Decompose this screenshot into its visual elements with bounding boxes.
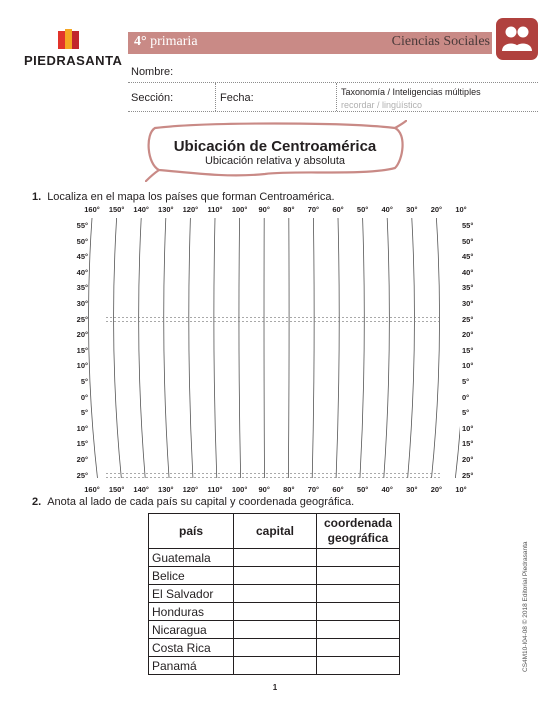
- side-code: CS4M10-I04-08 © 2018 Editorial Piedrasanta: [522, 541, 529, 672]
- group-people-icon: [496, 18, 538, 60]
- latitude-label: 30°: [462, 299, 474, 308]
- coordinate-grid[interactable]: [88, 214, 460, 482]
- meridian-line: [189, 218, 193, 478]
- header-pais: país: [149, 514, 234, 549]
- country-cell: Guatemala: [149, 549, 234, 567]
- longitude-label: 30°: [406, 205, 418, 214]
- longitude-label: 140°: [133, 485, 149, 494]
- latitude-label: 45°: [76, 252, 88, 262]
- latitude-label: 0°: [80, 392, 88, 402]
- latitude-label: 0°: [462, 392, 470, 402]
- longitude-label: 110°: [207, 485, 223, 494]
- table-row: [149, 621, 400, 639]
- table-row: [149, 639, 400, 657]
- seccion-line[interactable]: [128, 111, 538, 112]
- nombre-label: Nombre:: [131, 66, 174, 78]
- latitude-label: 5°: [80, 408, 88, 418]
- longitude-label: 150°: [108, 205, 125, 214]
- longitude-label: 80°: [283, 485, 295, 494]
- page-subtitle: Ubicación relativa y absoluta: [204, 155, 346, 167]
- capitals-table: [148, 513, 400, 675]
- coordinate-cell[interactable]: [317, 549, 400, 567]
- latitude-label: 15°: [76, 439, 88, 449]
- question-1: 1. Localiza en el mapa los países que forman Centroamérica.: [32, 191, 335, 203]
- longitude-label: 70°: [307, 205, 320, 214]
- coordinate-cell[interactable]: [317, 657, 400, 675]
- latitude-label: 15°: [462, 345, 474, 355]
- latitude-label: 5°: [80, 377, 88, 386]
- coordinate-cell[interactable]: [317, 603, 400, 621]
- meridian-line: [114, 218, 122, 478]
- meridian-line: [432, 218, 440, 478]
- longitude-label: 40°: [381, 205, 393, 214]
- fecha-label: Fecha:: [220, 92, 254, 104]
- coordinate-cell[interactable]: [317, 567, 400, 585]
- latitude-label: 5°: [462, 377, 470, 386]
- latitude-label: 40°: [462, 267, 474, 277]
- longitude-label: 160°: [84, 485, 100, 494]
- divider: [215, 83, 216, 111]
- latitude-label: 20°: [76, 455, 88, 464]
- latitude-label: 15°: [76, 345, 88, 355]
- meridian-line: [360, 218, 364, 478]
- longitude-label: 130°: [158, 205, 174, 214]
- longitude-label: 130°: [158, 485, 174, 494]
- latitude-label: 10°: [76, 423, 88, 433]
- longitude-label: 50°: [356, 485, 369, 494]
- meridian-line: [89, 218, 98, 478]
- country-cell: Costa Rica: [149, 639, 234, 657]
- capital-cell[interactable]: [234, 567, 317, 585]
- latitude-label: 25°: [76, 470, 88, 480]
- brand-name: PIEDRASANTA: [24, 53, 123, 68]
- latitude-label: 35°: [462, 283, 474, 293]
- country-cell: El Salvador: [149, 585, 234, 603]
- longitude-label: 90°: [258, 205, 270, 214]
- country-cell: Panamá: [149, 657, 234, 675]
- capital-cell[interactable]: [234, 549, 317, 567]
- subject-label: Ciencias Sociales: [391, 34, 490, 49]
- latitude-label: 30°: [76, 299, 88, 308]
- page-title: Ubicación de Centroamérica: [173, 138, 377, 155]
- capital-cell[interactable]: [234, 639, 317, 657]
- table-row: [149, 585, 400, 603]
- latitude-label: 25°: [462, 470, 474, 480]
- table-row: [149, 603, 400, 621]
- capital-cell[interactable]: [234, 603, 317, 621]
- capital-cell[interactable]: [234, 621, 317, 639]
- longitude-label: 160°: [84, 205, 100, 214]
- longitude-label: 80°: [283, 205, 295, 214]
- longitude-label: 50°: [356, 205, 369, 214]
- meridian-line: [455, 218, 460, 478]
- divider: [336, 83, 337, 111]
- coordinate-cell[interactable]: [317, 621, 400, 639]
- meridian-line: [214, 218, 217, 478]
- longitude-label: 70°: [307, 485, 320, 494]
- longitude-label: 140°: [133, 205, 149, 214]
- latitude-label: 55°: [76, 221, 88, 230]
- latitude-label: 55°: [462, 221, 474, 230]
- longitude-label: 20°: [430, 205, 443, 214]
- table-row: [149, 567, 400, 585]
- capital-cell[interactable]: [234, 657, 317, 675]
- longitude-label: 10°: [455, 485, 467, 494]
- grade-label: 4° primaria: [134, 34, 198, 49]
- header-coordenada: coordenada geográfica: [317, 514, 400, 549]
- latitude-label: 20°: [76, 330, 88, 340]
- latitude-label: 5°: [462, 408, 470, 418]
- longitude-label: 120°: [182, 205, 199, 214]
- latitude-label: 15°: [462, 439, 474, 449]
- coordinate-cell[interactable]: [317, 639, 400, 657]
- coordinate-cell[interactable]: [317, 585, 400, 603]
- longitude-label: 110°: [207, 205, 223, 214]
- longitude-label: 30°: [406, 485, 418, 494]
- meridian-line: [312, 218, 314, 478]
- piedrasanta-logo-icon: [58, 28, 80, 52]
- table-row: [149, 657, 400, 675]
- longitude-label: 100°: [231, 485, 248, 494]
- latitude-label: 20°: [462, 455, 474, 464]
- longitude-label: 60°: [332, 205, 344, 214]
- table-row: [149, 549, 400, 567]
- latitude-label: 45°: [462, 252, 474, 262]
- longitude-label: 150°: [108, 485, 125, 494]
- longitude-label: 10°: [455, 205, 467, 214]
- taxonomia-label: Taxonomía / Inteligencias múltiples: [341, 87, 481, 97]
- latitude-label: 10°: [462, 361, 474, 371]
- longitude-label: 60°: [332, 485, 344, 494]
- longitude-label: 20°: [430, 485, 443, 494]
- latitude-label: 25°: [462, 314, 474, 324]
- latitude-label: 50°: [76, 236, 88, 246]
- meridian-line: [384, 218, 390, 478]
- longitude-label: 100°: [231, 205, 248, 214]
- seccion-label: Sección:: [131, 92, 174, 104]
- capital-cell[interactable]: [234, 585, 317, 603]
- meridian-line: [239, 218, 241, 478]
- page-number: 1: [272, 683, 278, 692]
- latitude-label: 40°: [76, 267, 88, 277]
- country-cell: Honduras: [149, 603, 234, 621]
- meridian-line: [408, 218, 415, 478]
- nombre-line[interactable]: [128, 82, 538, 83]
- question-2: 2. Anota al lado de cada país su capital y coordenada geográfica.: [32, 496, 355, 508]
- taxonomia-value: recordar / lingüístico: [341, 100, 423, 110]
- latitude-label: 20°: [462, 330, 474, 340]
- latitude-label: 10°: [76, 361, 88, 371]
- meridian-line: [164, 218, 169, 478]
- country-cell: Belice: [149, 567, 234, 585]
- meridian-line: [336, 218, 339, 478]
- longitude-label: 90°: [258, 485, 270, 494]
- latitude-label: 35°: [76, 283, 88, 293]
- header-capital: capital: [234, 514, 317, 549]
- meridian-line: [288, 218, 289, 478]
- longitude-label: 120°: [182, 485, 199, 494]
- latitude-label: 50°: [462, 236, 474, 246]
- latitude-label: 10°: [462, 423, 474, 433]
- longitude-label: 40°: [381, 485, 393, 494]
- country-cell: Nicaragua: [149, 621, 234, 639]
- meridian-line: [139, 218, 146, 478]
- latitude-label: 25°: [76, 314, 88, 324]
